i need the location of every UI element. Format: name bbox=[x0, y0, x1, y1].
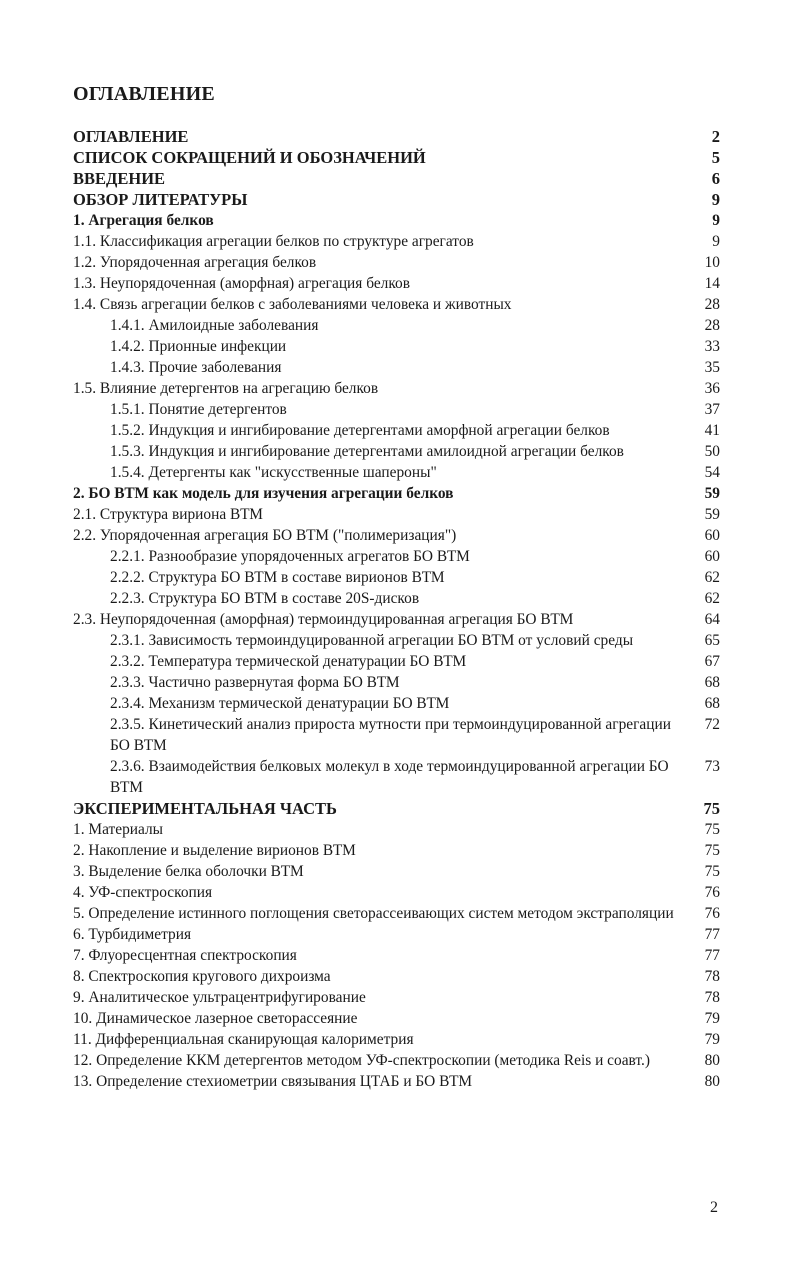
toc-entry bbox=[73, 861, 720, 882]
toc-entry-page: 76 bbox=[704, 905, 720, 922]
toc-entry bbox=[73, 525, 720, 546]
toc-entry bbox=[73, 1071, 720, 1092]
toc-entry-page: 64 bbox=[704, 611, 720, 628]
toc-entry-page: 62 bbox=[704, 569, 720, 586]
toc-entry-title: 2. Накопление и выделение вирионов ВТМ bbox=[73, 842, 356, 859]
toc-entry bbox=[73, 420, 720, 441]
toc-entry-title: 2.3.5. Кинетический анализ прироста мутности при термоиндуцированной агрегации БО ВТМ bbox=[110, 716, 671, 754]
toc-entry bbox=[73, 819, 720, 840]
toc-entry bbox=[73, 273, 720, 294]
toc-entry-page: 33 bbox=[704, 338, 720, 355]
toc-entry-page: 72 bbox=[704, 716, 720, 733]
toc-entry-title: 2.2. Упорядоченная агрегация БО ВТМ ("полимеризация") bbox=[73, 527, 457, 544]
page-number: 2 bbox=[710, 1199, 718, 1216]
toc-entry-title: 9. Аналитическое ультрацентрифугирование bbox=[73, 989, 366, 1006]
toc-entry-page: 37 bbox=[704, 401, 720, 418]
toc-entry-title: 1.5.3. Индукция и ингибирование детергентами амилоидной агрегации белков bbox=[110, 443, 624, 460]
toc-entry-page: 60 bbox=[704, 548, 720, 565]
toc-entry-page: 9 bbox=[711, 190, 720, 209]
toc-entry-title: 2.2.3. Структура БО ВТМ в составе 20S-дисков bbox=[110, 590, 420, 607]
toc-entry bbox=[73, 756, 720, 798]
toc-entry-title: 3. Выделение белка оболочки ВТМ bbox=[73, 863, 304, 880]
toc-entry-title: 8. Спектроскопия кругового дихроизма bbox=[73, 968, 331, 985]
toc-entry-page: 62 bbox=[704, 590, 720, 607]
toc-entry bbox=[73, 987, 720, 1008]
toc-entry-page: 80 bbox=[704, 1073, 720, 1090]
toc-entry-title: ЭКСПЕРИМЕНТАЛЬНАЯ ЧАСТЬ bbox=[73, 799, 337, 818]
toc-entry-page: 59 bbox=[704, 485, 720, 502]
toc-entry-page: 2 bbox=[711, 127, 720, 146]
toc-entry bbox=[73, 399, 720, 420]
toc-entry bbox=[73, 315, 720, 336]
toc-entry-page: 73 bbox=[704, 758, 720, 775]
toc-entry bbox=[73, 147, 720, 168]
toc-entry-page: 10 bbox=[704, 254, 720, 271]
toc-entry bbox=[73, 546, 720, 567]
toc-entry-title: 2.1. Структура вириона ВТМ bbox=[73, 506, 263, 523]
toc-entry bbox=[73, 840, 720, 861]
toc-entry bbox=[73, 441, 720, 462]
toc-entry bbox=[73, 630, 720, 651]
toc-entry-title: 2.3.1. Зависимость термоиндуцированной агрегации БО ВТМ от условий среды bbox=[110, 632, 634, 649]
toc-entry-title: 2.3.2. Температура термической денатурации БО ВТМ bbox=[110, 653, 467, 670]
toc-entry bbox=[73, 966, 720, 987]
toc-entry-title: 1.5.4. Детергенты как "искусственные шапероны" bbox=[110, 464, 437, 481]
toc-entry-title: 1.2. Упорядоченная агрегация белков bbox=[73, 254, 317, 271]
toc-entry-title: 1.4.3. Прочие заболевания bbox=[110, 359, 282, 376]
toc-entry-title: 1.5. Влияние детергентов на агрегацию белков bbox=[73, 380, 379, 397]
toc-entry-title: 2.2.1. Разнообразие упорядоченных агрегатов БО ВТМ bbox=[110, 548, 470, 565]
toc-entry bbox=[73, 945, 720, 966]
toc-entry-title: 1.3. Неупорядоченная (аморфная) агрегация белков bbox=[73, 275, 411, 292]
toc-entry bbox=[73, 903, 720, 924]
toc-entry bbox=[73, 567, 720, 588]
toc-entry-page: 28 bbox=[704, 296, 720, 313]
toc-entry-page: 35 bbox=[704, 359, 720, 376]
toc-entry-title: 1.5.1. Понятие детергентов bbox=[110, 401, 287, 418]
toc-entry-page: 79 bbox=[704, 1031, 720, 1048]
toc-entry bbox=[73, 798, 720, 819]
toc-entry-title: 2.3.6. Взаимодействия белковых молекул в ходе термоиндуцированной агрегации БО ВТМ bbox=[110, 758, 669, 796]
toc-entry-page: 75 bbox=[704, 863, 720, 880]
toc-entry bbox=[73, 252, 720, 273]
toc-entry bbox=[73, 504, 720, 525]
toc-entry-title: 11. Дифференциальная сканирующая калориметрия bbox=[73, 1031, 414, 1048]
toc-entry-title: 2.3.3. Частично развернутая форма БО ВТМ bbox=[110, 674, 400, 691]
toc-entry-page: 36 bbox=[704, 380, 720, 397]
toc-entry bbox=[73, 1050, 720, 1071]
toc-entry bbox=[73, 1029, 720, 1050]
toc-entry bbox=[73, 1008, 720, 1029]
toc-entry-title: 1. Агрегация белков bbox=[73, 212, 214, 229]
toc-entry bbox=[73, 231, 720, 252]
toc-entry-title: ВВЕДЕНИЕ bbox=[73, 169, 166, 188]
toc-entry-title: 12. Определение ККМ детергентов методом УФ-спектроскопии (методика Reis и соавт.) bbox=[73, 1052, 650, 1069]
toc-entry bbox=[73, 483, 720, 504]
toc-entry-page: 78 bbox=[704, 968, 720, 985]
toc-entry-title: 13. Определение стехиометрии связывания ЦТАБ и БО ВТМ bbox=[73, 1073, 473, 1090]
toc-entry bbox=[73, 924, 720, 945]
toc-entry-page: 41 bbox=[704, 422, 720, 439]
toc-entry bbox=[73, 672, 720, 693]
toc-entry-page: 68 bbox=[704, 674, 720, 691]
toc-entry-title: 1.1. Классификация агрегации белков по структуре агрегатов bbox=[73, 233, 474, 250]
toc-entry-page: 75 bbox=[703, 799, 720, 818]
toc-entry-title: 4. УФ-спектроскопия bbox=[73, 884, 213, 901]
toc-entry-page: 9 bbox=[712, 212, 720, 229]
toc-entry-title: 1.5.2. Индукция и ингибирование детергентами аморфной агрегации белков bbox=[110, 422, 610, 439]
toc-entry-page: 77 bbox=[704, 947, 720, 964]
toc-entry bbox=[73, 693, 720, 714]
toc-entry-title: 5. Определение истинного поглощения светорассеивающих систем методом экстраполяции bbox=[73, 905, 674, 922]
toc-entry-page: 60 bbox=[704, 527, 720, 544]
toc-entry-page: 50 bbox=[704, 443, 720, 460]
toc-entry-title: ОБЗОР ЛИТЕРАТУРЫ bbox=[73, 190, 248, 209]
toc-entry bbox=[73, 210, 720, 231]
toc-entry bbox=[73, 336, 720, 357]
toc-entry-page: 5 bbox=[711, 148, 720, 167]
toc-entry-title: 7. Флуоресцентная спектроскопия bbox=[73, 947, 297, 964]
toc-entry bbox=[73, 714, 720, 756]
toc-entry-page: 28 bbox=[704, 317, 720, 334]
toc-entry-title: 1. Материалы bbox=[73, 821, 163, 838]
toc-entry-page: 75 bbox=[704, 821, 720, 838]
toc-entry-page: 59 bbox=[704, 506, 720, 523]
toc-entry-title: 2.3.4. Механизм термической денатурации БО ВТМ bbox=[110, 695, 450, 712]
toc-entry-page: 65 bbox=[704, 632, 720, 649]
toc-entry-page: 6 bbox=[711, 169, 720, 188]
toc-entry-title: 1.4.2. Прионные инфекции bbox=[110, 338, 287, 355]
toc-entry-page: 67 bbox=[704, 653, 720, 670]
toc-entry-title: 1.4.1. Амилоидные заболевания bbox=[110, 317, 319, 334]
page-title: ОГЛАВЛЕНИЕ bbox=[73, 83, 215, 105]
toc-entry-title: ОГЛАВЛЕНИЕ bbox=[73, 127, 189, 146]
toc-entry-page: 9 bbox=[712, 233, 720, 250]
toc-entry-title: СПИСОК СОКРАЩЕНИЙ И ОБОЗНАЧЕНИЙ bbox=[73, 148, 426, 167]
toc-entry-title: 2.2.2. Структура БО ВТМ в составе вирионов ВТМ bbox=[110, 569, 445, 586]
toc-entry-title: 10. Динамическое лазерное светорассеяние bbox=[73, 1010, 358, 1027]
toc-entry bbox=[73, 189, 720, 210]
toc-entry-page: 80 bbox=[704, 1052, 720, 1069]
toc-entry-page: 68 bbox=[704, 695, 720, 712]
toc-entry bbox=[73, 609, 720, 630]
toc-entry bbox=[73, 294, 720, 315]
toc-entry-page: 54 bbox=[704, 464, 720, 481]
toc-entry bbox=[73, 882, 720, 903]
toc-entry bbox=[73, 378, 720, 399]
toc-entry bbox=[73, 462, 720, 483]
toc-entry-title: 2.3. Неупорядоченная (аморфная) термоиндуцированная агрегация БО ВТМ bbox=[73, 611, 574, 628]
toc-entry bbox=[73, 357, 720, 378]
toc-entry bbox=[73, 126, 720, 147]
toc-entry-title: 1.4. Связь агрегации белков с заболеваниями человека и животных bbox=[73, 296, 512, 313]
table-of-contents bbox=[73, 126, 720, 1092]
toc-entry-title: 2. БО ВТМ как модель для изучения агрегации белков bbox=[73, 485, 454, 502]
toc-entry-page: 14 bbox=[704, 275, 720, 292]
toc-entry-title: 6. Турбидиметрия bbox=[73, 926, 192, 943]
toc-entry-page: 79 bbox=[704, 1010, 720, 1027]
toc-entry bbox=[73, 651, 720, 672]
toc-entry bbox=[73, 168, 720, 189]
toc-entry-page: 76 bbox=[704, 884, 720, 901]
toc-entry-page: 77 bbox=[704, 926, 720, 943]
toc-entry bbox=[73, 588, 720, 609]
toc-entry-page: 75 bbox=[704, 842, 720, 859]
toc-entry-page: 78 bbox=[704, 989, 720, 1006]
